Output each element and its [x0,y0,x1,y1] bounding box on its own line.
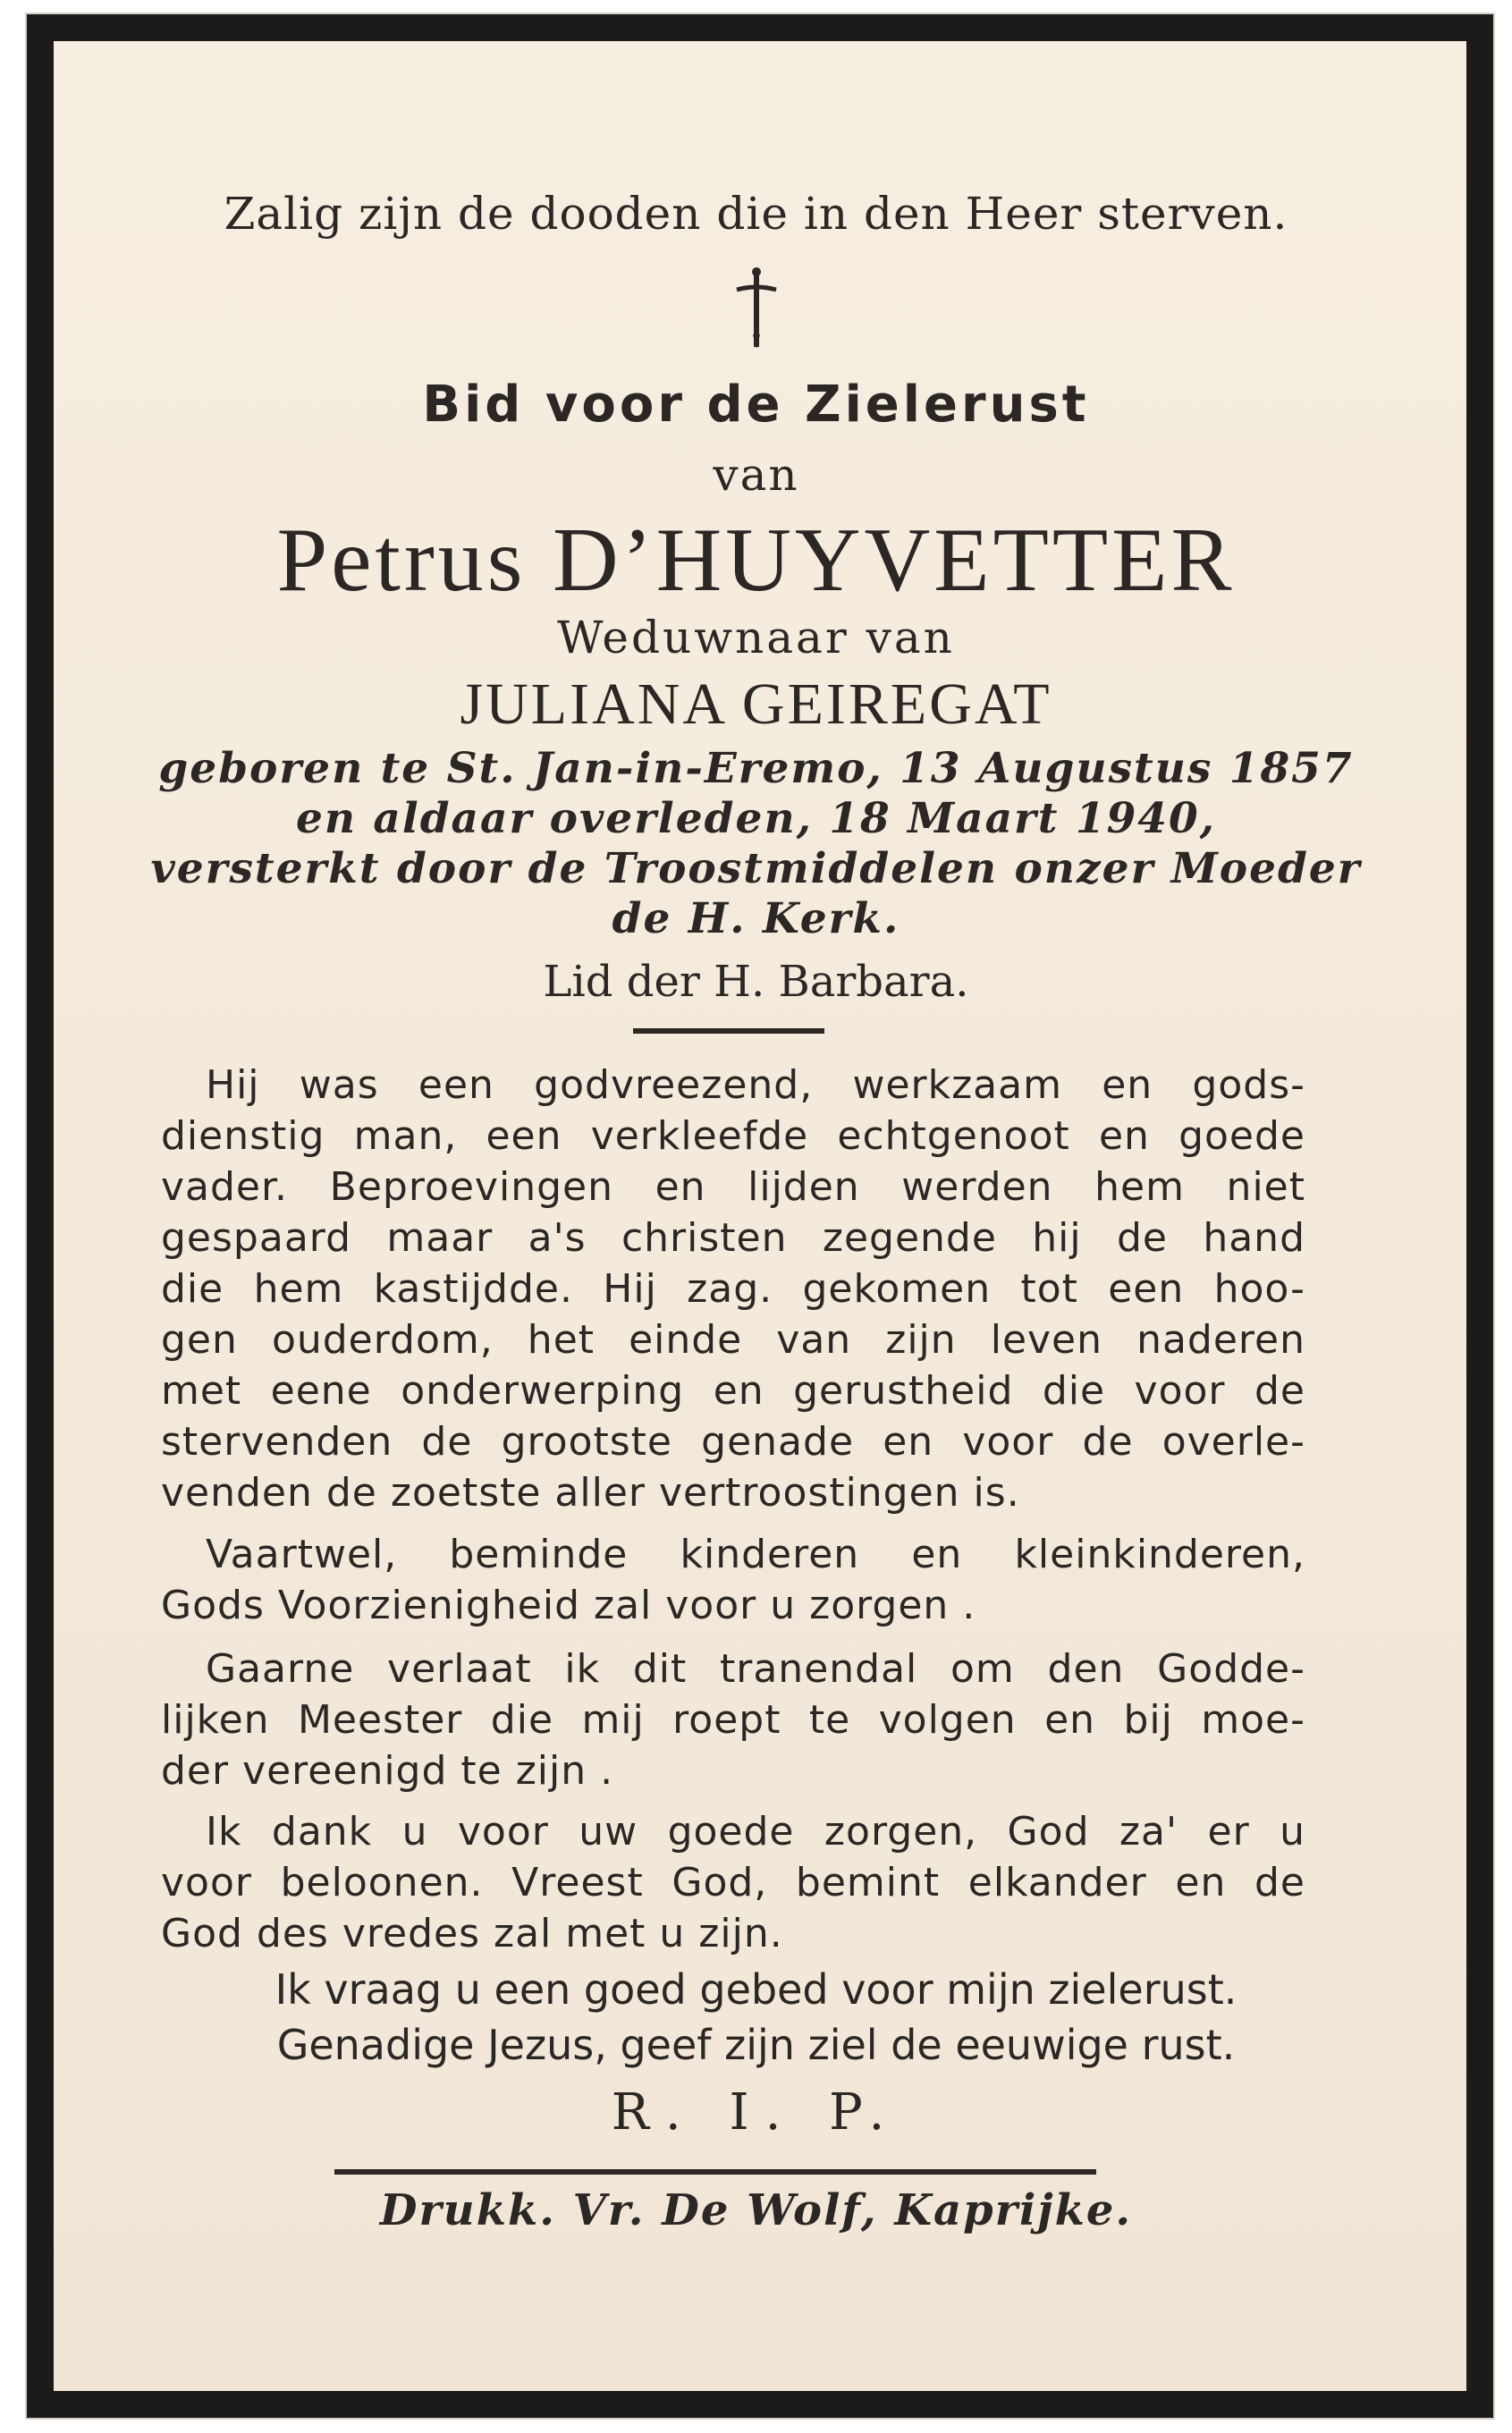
sacrament-line: versterkt door de Troostmiddelen onzer Moeder [150,844,1362,893]
paragraph-farewell [161,1529,1305,1631]
paragraph-thanks [161,1806,1305,1959]
text-line: vader. Beproevingen en lijden werden hem niet [161,1164,1305,1210]
text-line: Ik dank u voor uw goede zorgen, God za' er u [206,1809,1305,1854]
cross-icon [0,265,1512,355]
divider-short [633,1028,824,1034]
prayer-request: Ik vraag u een goed gebed voor mijn zielerust. [275,1965,1237,2014]
text-line: voor beloonen. Vreest God, bemint elkander en de [161,1860,1305,1905]
widower-label: Weduwnaar van [557,612,955,663]
church-line: de H. Kerk. [612,894,900,943]
text-line: gespaard maar a's christen zegende hij de hand [161,1215,1305,1261]
text-line: lijken Meester die mij roept te volgen en bij moe- [161,1697,1305,1743]
text-line: God des vredes zal met u zijn. [161,1911,783,1956]
of-label: van [713,449,799,501]
paragraph-departure [161,1643,1305,1796]
text-line: Hij was een godvreezend, werkzaam en gods- [206,1062,1305,1108]
prayer-heading: Bid voor de Zielerust [422,376,1090,434]
text-line: dienstig man, een verkleefde echtgenoot en goede [161,1113,1305,1159]
text-line: venden de zoetste aller vertroostingen is. [161,1470,1020,1516]
text-line: met eene onderwerping en gerustheid die voor de [161,1368,1305,1414]
text-line: Gods Voorzienigheid zal voor u zorgen . [161,1583,976,1628]
spouse-name: JULIANA GEIREGAT [460,672,1052,737]
rip-line: R. I. P. [611,2083,901,2142]
paragraph-life [161,1060,1305,1518]
text-line: die hem kastijdde. Hij zag. gekomen tot een hoo- [161,1266,1305,1312]
text-line: gen ouderdom, het einde van zijn leven naderen [161,1317,1305,1363]
text-line: Vaartwel, beminde kinderen en kleinkinderen, [206,1532,1305,1577]
text-line: Gaarne verlaat ik dit tranendal om den Godde- [206,1646,1305,1692]
deceased-name: Petrus D’HUYVETTER [276,510,1236,611]
text-line: stervenden de grootste genade en voor de overle- [161,1419,1305,1465]
death-line: en aldaar overleden, 18 Maart 1940, [295,794,1217,843]
member-line: Lid der H. Barbara. [543,957,969,1007]
text-line: der vereenigd te zijn . [161,1748,614,1794]
printer-credit: Drukk. Vr. De Wolf, Kaprijke. [379,2185,1133,2235]
divider-long [334,2169,1096,2175]
birth-line: geboren te St. Jan-in-Eremo, 13 Augustus 1857 [158,744,1354,793]
prayer-rest: Genadige Jezus, geef zijn ziel de eeuwige rust. [276,2021,1236,2069]
motto: Zalig zijn de dooden die in den Heer sterven. [224,188,1288,240]
